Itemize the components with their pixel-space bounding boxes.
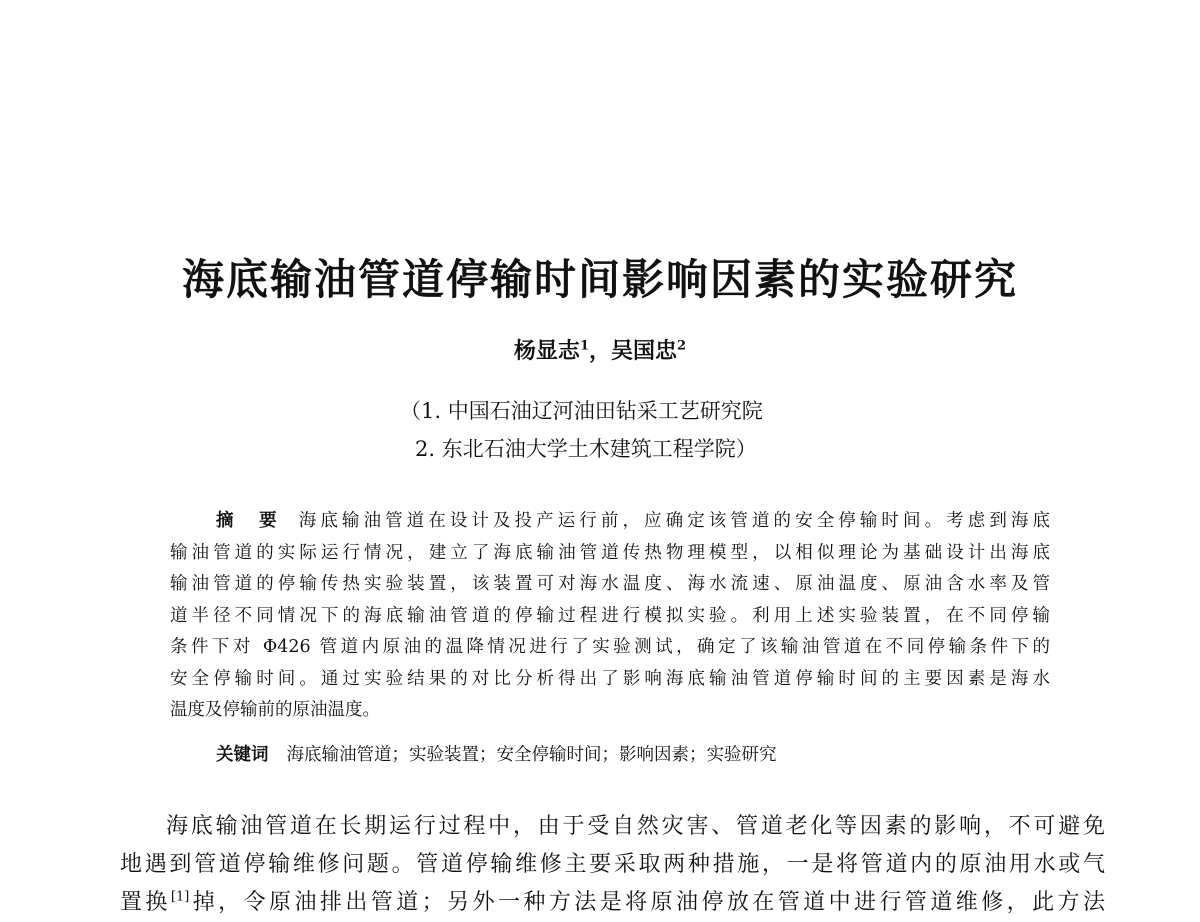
author-affil-mark-1: 1: [579, 338, 589, 354]
body-line: 地遇到管道停输维修问题。管道停输维修主要采取两种措施，一是将管道内的原油用水或气: [120, 852, 1105, 877]
body-line-text: 置换: [120, 890, 171, 915]
abstract-line: 输油管道的实际运行情况，建立了海底输油管道传热物理模型，以相似理论为基础设计出海底: [170, 542, 1050, 563]
author-separator: ，: [588, 338, 611, 364]
body-line: [120, 884, 1105, 922]
paper-title: 海底输油管道停输时间影响因素的实验研究: [181, 255, 1018, 304]
abstract-line: [170, 506, 1050, 538]
keywords-text: 海底输油管道；实验装置；安全停输时间；影响因素；实验研究: [286, 745, 777, 765]
author-line: [0, 336, 1200, 366]
affiliation-1: （1. 中国石油辽河油田钻采工艺研究院: [400, 399, 763, 423]
abstract-line: 道半径不同情况下的海底输油管道的停输过程进行模拟实验。利用上述实验装置，在不同停输: [170, 605, 1050, 626]
abstract-line-text: 海底输油管道在设计及投产运行前，应确定该管道的安全停输时间。考虑到海底: [298, 511, 1050, 531]
author-affil-mark-2: 2: [677, 338, 687, 354]
body-text: [120, 808, 1105, 922]
body-line-text: 掉，令原油排出管道；另外一种方法是将原油停放在管道中进行管道维修，此方法: [189, 890, 1105, 915]
affiliation-2: 2. 东北石油大学土木建筑工程学院）: [415, 437, 757, 461]
citation-ref: [1]: [170, 889, 190, 905]
keywords-label: 关键词: [216, 745, 269, 765]
abstract-label: 摘 要: [216, 511, 281, 531]
abstract-line: 安全停输时间。通过实验结果的对比分析得出了影响海底输油管道停输时间的主要因素是海水: [170, 668, 1050, 689]
abstract-line: 输油管道的停输传热实验装置，该装置可对海水温度、海水流速、原油温度、原油含水率及管: [170, 574, 1050, 594]
author-name-2: 吴国忠: [611, 338, 678, 364]
author-name-1: 杨显志: [513, 338, 580, 364]
body-line: 海底输油管道在长期运行过程中，由于受自然灾害、管道老化等因素的影响，不可避免: [166, 814, 1105, 839]
keywords: [216, 740, 1016, 771]
abstract-line: 温度及停输前的原油温度。: [170, 700, 380, 720]
abstract: [170, 506, 1050, 727]
abstract-line: 条件下对 Φ426 管道内原油的温降情况进行了实验测试，确定了该输油管道在不同停输条件下的: [170, 637, 1050, 657]
